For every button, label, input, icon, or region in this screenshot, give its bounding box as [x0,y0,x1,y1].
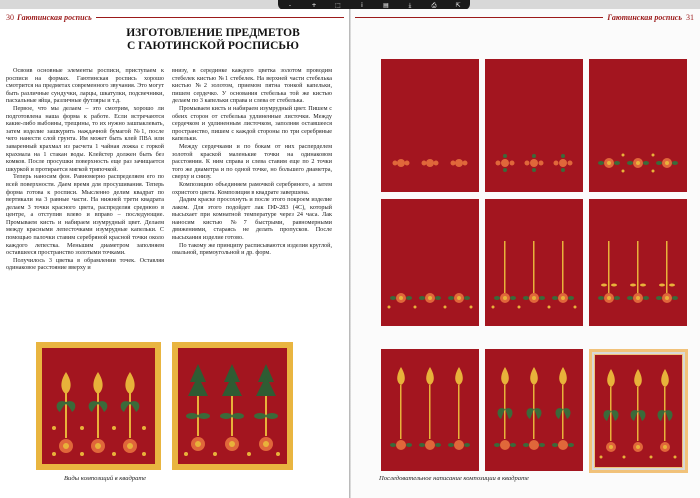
right-page [351,9,700,498]
info-icon[interactable]: i [361,1,363,9]
download-icon[interactable]: ⤓ [408,1,412,9]
paragraph: Получилось 3 цветка в обрамлении точек. Оставляя одинаковое расстояние вверху и [6,256,164,272]
step-panel-2 [485,59,583,192]
left-figure-caption: Виды композиций в квадрате [64,475,147,482]
paragraph: Освоив основные элементы росписи, приступаем к росписи на формах. Гаютинская роспись хорошо смотрится на предметах современного звучания. Это могут быть различные сундучки, ларцы, шкатулки, подсвечники, пасхальные яйца, различные футляры и т.д. [6,67,164,105]
paragraph: Между сердечками и по бокам от них расперделем золотой краской маленькие точки на одинаковом расстоянии. К ним справа и слева ставим еще по 2 точки того же диаметра и по одной точке, но большего диаметра, сверху и снизу. [172,142,332,181]
right-header-title: Гаютинская роспись [607,13,682,22]
paragraph: Дадим краске просохнуть и после этого покроем изделие лаком. Для этого подойдет лак ПФ-283 (4С), который высыхает при комнатной температуре через 24 часа. Лак наносим кистью №7 быстрыми, равномерными движениями, стараясь не делать пропусков. После высыхания изделие готово. [172,196,332,242]
paragraph: Теперь наносим фон. Равномерно распределяем его по всей поверхности. Даем время для просушивания. Теперь форма готова к росписи. Мысленно делим квадрат по вертикали на 3 равные части. На нижней трети квадрата делаем 3 точки красного цвета, распределяя среднюю в центре, а отступив влево и вправо – последующие. Промываем кисть и набираем изумрудный цвет. Делаем между красными лепесточками изумрудные капельки. С помощью палочки ставим серебряной красной точки около каждого лепестка. Меньшим диаметром заполняем оставшееся пространство золотыми точками. [6,173,164,257]
article-title [98,27,328,53]
step-panel-7 [381,349,479,471]
paragraph: Промываем кисть и набираем изумрудный цвет. Пишем с обеих сторон от стебелька удлиненные листочки. Между сердечком и удлиненным листочком, заполняя оставшееся пространство, пишем с каждой стороны по три серебряные капельки. [172,104,332,143]
paragraph: По такому же принципу расписываются изделия круглой, овальной, прямоугольной и др. форм. [172,241,332,257]
thumbnails-icon[interactable]: ▤ [383,1,389,9]
fit-page-icon[interactable]: ⬚ [335,1,341,9]
paragraph: Композицию объединяем рамочкой серебряного, а затем охристого цвета. Композиция в квадрате завершена. [172,180,332,196]
zoom-in-icon[interactable]: + [311,1,317,9]
left-running-header [6,12,344,23]
right-running-header [355,12,694,23]
share-icon[interactable]: ⇱ [455,1,461,9]
left-page [0,9,349,498]
paragraph: внизу, в серединке каждого цветка золотом проводим стебелек кистью №1 стебелек. На верхней части стебелька кистью №2 золотом, приемом пятна тонкой капельки, пишем сердечко. У основания стебелька той же кистью делаем по 3 капельки справа и слева от стебелька. [172,67,332,105]
composition-panel-1 [36,342,161,470]
text-column-1 [6,67,164,272]
zoom-out-icon[interactable]: - [288,1,292,9]
step-panel-5 [485,199,583,326]
left-header-title: Гаютинская роспись [17,13,92,22]
paragraph: Первое, что мы делаем – это смотрим, хорошо ли подготовлена наша форма к работе. Если встречаются какие-либо выбоины, трещины, то их нужно зашпаклевать, затем изделие зашкурить наждачной бумагой №1, после чего нанести слой грунта. Им может быть клей ПВА или заваренный крахмал из расчета 1 чайная ложка с горкой крахмала на 1 стакан воды. Клейстер должен быть без комков. После просушки поверхность еще раз зачищается шкуркой и протирается мягкой тряпочкой. [6,104,164,173]
step-panel-9 [589,349,688,473]
print-icon[interactable]: ⎙ [431,1,437,9]
step-panel-6 [589,199,687,326]
title-line-1: ИЗГОТОВЛЕНИЕ ПРЕДМЕТОВ [126,27,300,39]
right-page-number: 31 [686,13,694,22]
title-line-2: С ГАЮТИНСКОЙ РОСПИСЬЮ [127,40,299,52]
left-page-number: 30 [6,13,14,22]
header-rule [355,17,603,18]
right-figure-caption: Последовательное написание композиции в квадрате [379,475,529,482]
composition-panel-2 [172,342,293,470]
header-rule [96,17,344,18]
step-panel-3 [589,59,687,192]
step-panel-1 [381,59,479,192]
step-panel-4 [381,199,479,326]
step-panel-8 [485,349,583,471]
text-column-2 [172,67,332,257]
